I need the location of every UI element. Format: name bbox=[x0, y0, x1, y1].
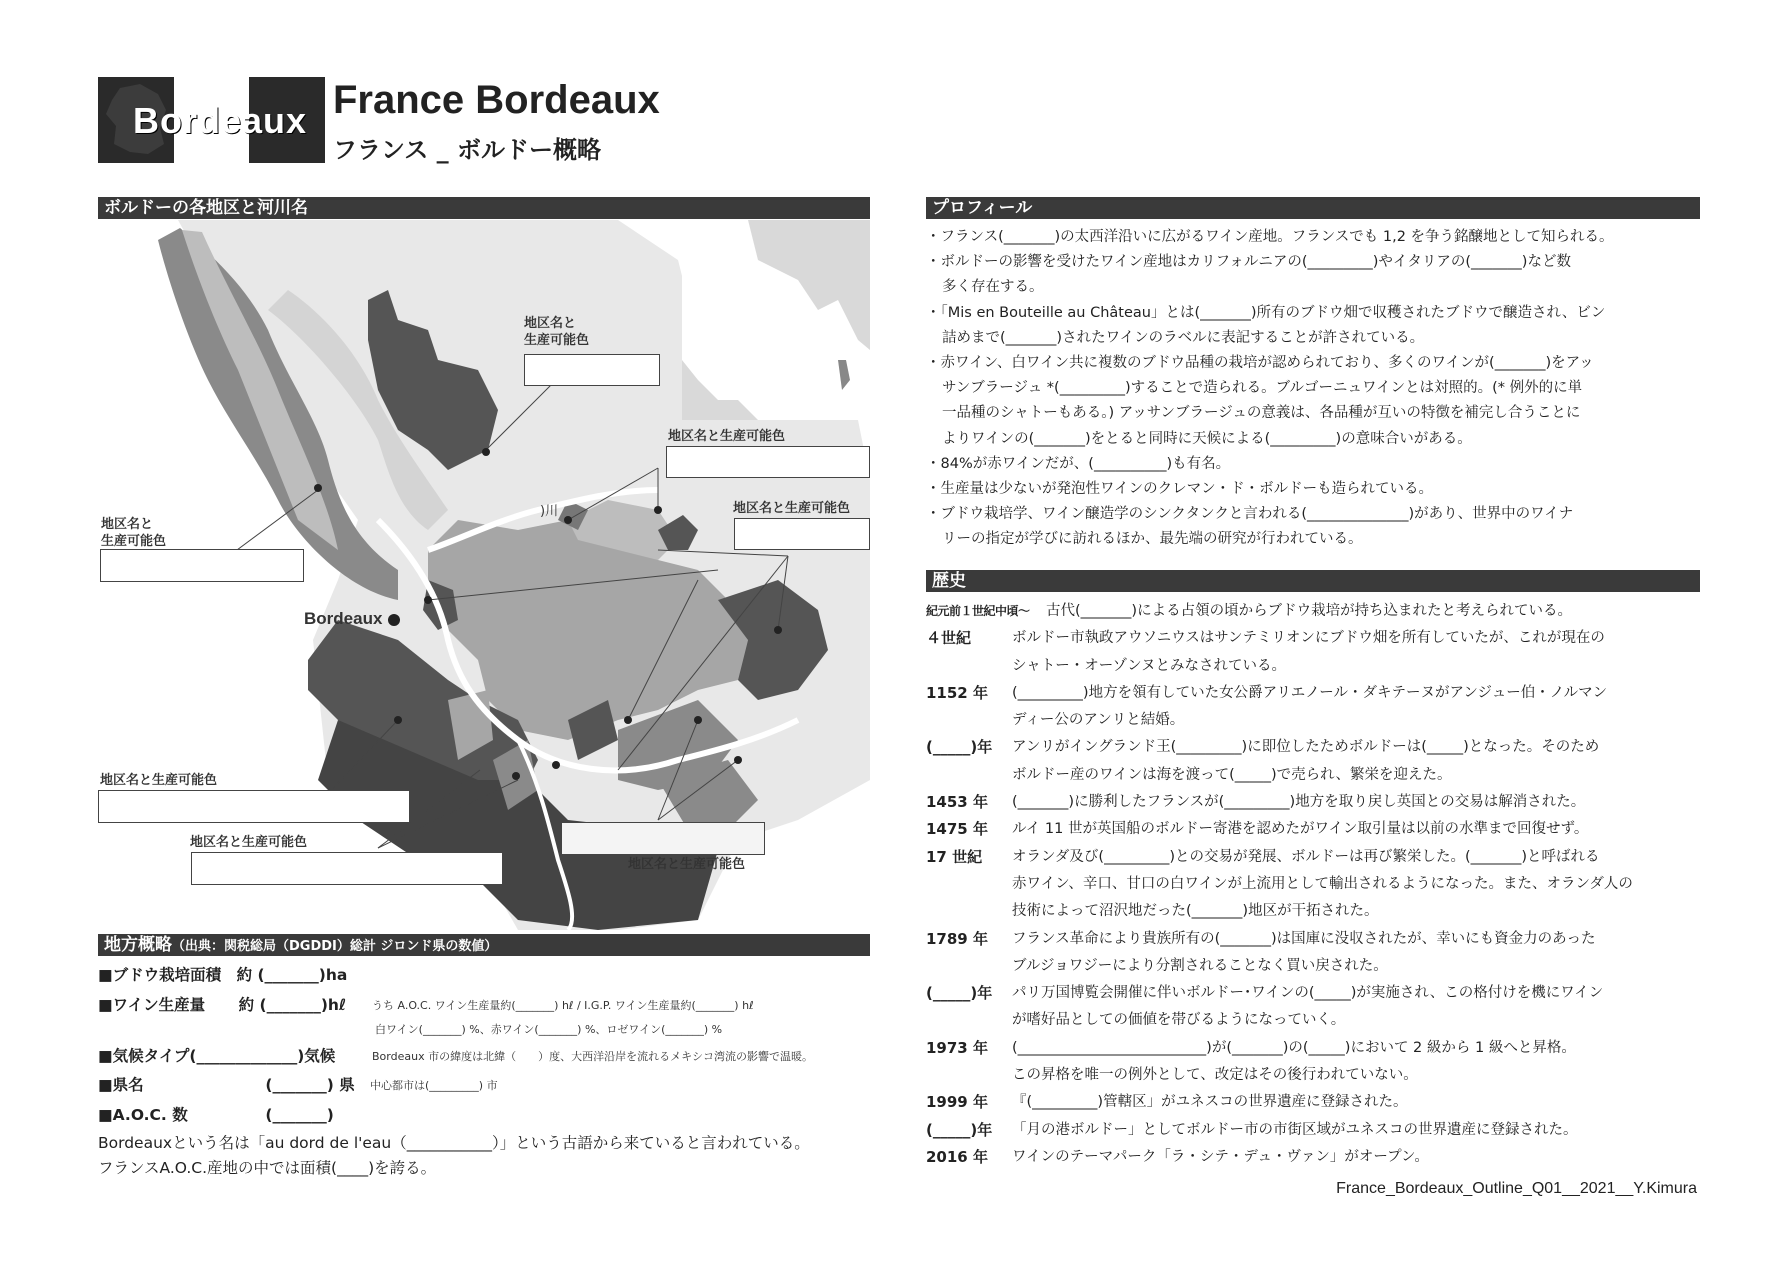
map-label-a: 地区名と 生産可能色 bbox=[524, 316, 590, 348]
history-row bbox=[926, 1007, 1633, 1034]
history-text: アンリがイングランド王(_________)に即位したためボルドーは(_____)となった。そのため bbox=[1012, 739, 1600, 756]
profile-line: リーの指定が学びに訪れるほか、最先端の研究が行われている。 bbox=[942, 531, 1363, 548]
history-year: (_____)年 bbox=[926, 738, 993, 757]
profile-line: よりワインの(_______)をとると同時に天候による(_________)の意味合いがある。 bbox=[942, 430, 1472, 447]
map-input-box-c[interactable] bbox=[734, 518, 870, 550]
overview-climate-note: Bordeaux 市の緯度は北緯（ ）度、大西洋沿岸を流れるメキシコ湾流の影響で温暖。 bbox=[372, 1050, 813, 1063]
map-label-b: 地区名と生産可能色 bbox=[668, 429, 786, 444]
history-row bbox=[926, 898, 1633, 925]
profile-line: ・ブドウ栽培学、ワイン醸造学のシンクタンクと言われる(______________)があり、世界中のワイナ bbox=[926, 506, 1574, 523]
history-year bbox=[926, 871, 1012, 898]
map-section-heading: ボルドーの各地区と河川名 bbox=[98, 197, 870, 219]
history-year: (_____)年 bbox=[926, 1120, 993, 1139]
map-input-box-a[interactable] bbox=[524, 354, 660, 386]
overview-area bbox=[98, 963, 347, 985]
history-text: フランス革命により貴族所有の(_______)は国庫に没収されたが、幸いにも資金力のあった bbox=[1012, 930, 1596, 947]
history-year: 17 世紀 bbox=[926, 847, 983, 866]
overview-aoc-value: (_______) bbox=[265, 1106, 334, 1124]
history-row bbox=[926, 680, 1633, 707]
history-text: 古代(_______)による占領の頃からブドウ栽培が持ち込まれたと考えられている。 bbox=[1046, 603, 1573, 619]
history-text: 赤ワイン、辛口、甘口の白ワインが上流用として輸出されるようになった。また、オランダ人の bbox=[1012, 875, 1633, 892]
history-row bbox=[926, 1117, 1633, 1144]
profile-line: ・赤ワイン、白ワイン共に複数のブドウ品種の栽培が認められており、多くのワインが(_______)をアッ bbox=[926, 355, 1594, 372]
overview-area-label: ■ブドウ栽培面積 bbox=[98, 966, 222, 984]
history-year bbox=[926, 1062, 1012, 1089]
history-text: 技術によって沼沢地だった(_______)地区が干拓された。 bbox=[1012, 903, 1379, 920]
history-year: 1789 年 bbox=[926, 929, 988, 948]
history-text: (_________)地方を領有していた女公爵アリエノール・ダキテーヌがアンジュー伯・ノルマン bbox=[1012, 684, 1608, 701]
map-input-box-b[interactable] bbox=[666, 446, 870, 478]
overview-name-line: Bordeauxという名は「au dord de l'eau（___________）」という古語から来ていると言われている。 bbox=[98, 1134, 810, 1152]
history-year: 紀元前１世紀中頃〜 bbox=[926, 604, 1030, 618]
map-input-box-e[interactable] bbox=[98, 790, 410, 823]
history-text: ルイ 11 世が英国船のボルドー寄港を認めたがワイン取引量は以前の水準まで回復せず。 bbox=[1012, 821, 1589, 838]
history-year bbox=[926, 953, 1012, 980]
profile-line: 多く存在する。 bbox=[942, 279, 1044, 296]
history-row bbox=[926, 980, 1633, 1007]
overview-dept-note: 中心都市は(_________) 市 bbox=[370, 1079, 498, 1092]
history-heading: 歴史 bbox=[926, 570, 1700, 592]
history-row bbox=[926, 653, 1633, 680]
profile-line: ・84%が赤ワインだが、(__________)も有名。 bbox=[926, 455, 1231, 472]
map-label-f: 地区名と生産可能色 bbox=[190, 835, 308, 850]
history-row bbox=[926, 598, 1633, 625]
overview-aoc-label: ■A.O.C. 数 bbox=[98, 1106, 188, 1124]
map-input-box-f[interactable] bbox=[191, 852, 503, 885]
overview-production bbox=[98, 993, 346, 1015]
map-input-box-d[interactable] bbox=[100, 549, 304, 582]
history-row bbox=[926, 1144, 1633, 1171]
logo-text: Bordeaux bbox=[133, 100, 308, 141]
map-input-box-g[interactable] bbox=[561, 822, 765, 855]
history-row bbox=[926, 953, 1633, 980]
profile-line: 詰めまで(_______)されたワインのラベルに表記することが許されている。 bbox=[942, 329, 1425, 346]
history-row bbox=[926, 789, 1633, 816]
history-text: オランダ及び(_________)との交易が発展、ボルドーは再び繁栄した。(_______)と呼ばれる bbox=[1012, 848, 1600, 865]
history-year: 2016 年 bbox=[926, 1147, 988, 1166]
history-text: 『(_________)管轄区」がユネスコの世界遺産に登録された。 bbox=[1012, 1094, 1408, 1111]
history-year: 1152 年 bbox=[926, 683, 988, 702]
history-text: ブルジョワジーにより分割されることなく買い戻された。 bbox=[1012, 957, 1388, 974]
history-text: ボルドー産のワインは海を渡って(_____)で売られ、繁栄を迎えた。 bbox=[1012, 766, 1452, 783]
history-year bbox=[926, 898, 1012, 925]
page-subtitle: フランス _ ボルドー概略 bbox=[333, 136, 601, 164]
history-year bbox=[926, 707, 1012, 734]
profile-line: ・「Mis en Bouteille au Château」とは(_______)所有のブドウ畑で収穫されたブドウで醸造され、ビン bbox=[926, 304, 1606, 321]
map-label-e: 地区名と生産可能色 bbox=[100, 773, 218, 788]
history-text: この昇格を唯一の例外として、改定はその後行われていない。 bbox=[1012, 1067, 1418, 1084]
history-text: ボルドー市執政アウソニウスはサンテミリオンにブドウ畑を所有していたが、これが現在の bbox=[1012, 630, 1605, 647]
overview-area-line: フランスA.O.C.産地の中では面積(____)を誇る。 bbox=[98, 1159, 437, 1177]
overview-heading-note: （出典：関税総局（DGDDI）総計 ジロンド県の数値） bbox=[172, 939, 498, 954]
history-row bbox=[926, 926, 1633, 953]
history-year: 1973 年 bbox=[926, 1038, 988, 1057]
history-row bbox=[926, 1089, 1633, 1116]
history-row bbox=[926, 871, 1633, 898]
overview-area-value: 約 (_______)ha bbox=[236, 966, 348, 984]
history-row bbox=[926, 625, 1633, 652]
history-year bbox=[926, 762, 1012, 789]
overview-dept-value: (_______) 県 bbox=[265, 1076, 355, 1094]
river-label-1: )川 bbox=[540, 504, 559, 519]
history-text: ワインのテーマパーク「ラ・シテ・デュ・ヴァン」がオープン。 bbox=[1012, 1148, 1429, 1165]
history-row bbox=[926, 1035, 1633, 1062]
overview-dept-label: ■県名 bbox=[98, 1076, 144, 1094]
history-row bbox=[926, 707, 1633, 734]
history-text: (__________________________)が(_______)の(_____)において 2 級から 1 級へと昇格。 bbox=[1012, 1039, 1576, 1056]
history-row bbox=[926, 844, 1633, 871]
overview-heading bbox=[98, 934, 870, 956]
history-year: (_____)年 bbox=[926, 984, 993, 1003]
history-text: パリ万国博覧会開催に伴いボルドー･ワインの(_____)が実施され、この格付けを機にワイン bbox=[1012, 985, 1604, 1002]
map-label-c: 地区名と生産可能色 bbox=[733, 501, 851, 516]
history-year: ４世紀 bbox=[926, 629, 972, 648]
page-title: France Bordeaux bbox=[333, 78, 660, 122]
profile-line: ・フランス(_______)の太西洋沿いに広がるワイン産地。フランスでも 1,2 を争う銘醸地として知られる。 bbox=[926, 229, 1614, 245]
history-list bbox=[926, 598, 1633, 1171]
profile-text bbox=[926, 225, 1614, 553]
overview-climate: ■気候タイプ(_____________)気候 bbox=[98, 1047, 336, 1065]
history-row bbox=[926, 816, 1633, 843]
history-year: 1453 年 bbox=[926, 793, 988, 812]
history-row bbox=[926, 734, 1633, 761]
overview-heading-title: 地方概略 bbox=[104, 935, 172, 955]
profile-line: ・生産量は少ないが発泡性ワインのクレマン・ド・ボルドーも造られている。 bbox=[926, 481, 1434, 498]
history-year bbox=[926, 1007, 1012, 1034]
footer-credit: France_Bordeaux_Outline_Q01__2021__Y.Kimura bbox=[1336, 1180, 1697, 1197]
history-text: (_______)に勝利したフランスが(_________)地方を取り戻し英国との交易は解消された。 bbox=[1012, 794, 1586, 811]
history-year: 1475 年 bbox=[926, 820, 988, 839]
overview-aoc bbox=[98, 1103, 334, 1125]
map-label-g: 地区名と生産可能色 bbox=[628, 857, 746, 872]
history-text: ディー公のアンリと結婚。 bbox=[1012, 712, 1185, 729]
profile-line: 一品種のシャトーもある。) アッサンブラージュの意義は、各品種が互いの特徴を補完し合うことに bbox=[942, 405, 1581, 422]
profile-heading: プロフィール bbox=[926, 197, 1700, 219]
map-label-d: 地区名と 生産可能色 bbox=[101, 517, 167, 549]
overview-prod-label: ■ワイン生産量 bbox=[98, 996, 206, 1014]
overview-prod-note-1: うち A.O.C. ワイン生産量約(_______) hℓ / I.G.P. ワイン生産量約(_______) hℓ bbox=[372, 999, 754, 1012]
profile-line: サンブラージュ *(_________)することで造られる。ブルゴーニュワインとは対照的。(* 例外的に単 bbox=[942, 380, 1583, 397]
history-year bbox=[926, 653, 1012, 680]
overview-prod-value: 約 (_______)hℓ bbox=[238, 996, 347, 1014]
history-text: が嗜好品としての価値を帯びるようになっていく。 bbox=[1012, 1012, 1346, 1029]
city-label-bordeaux: Bordeaux bbox=[304, 609, 383, 628]
history-text: 「月の港ボルドー」としてボルドー市の市街区域がユネスコの世界遺産に登録された。 bbox=[1012, 1121, 1578, 1138]
overview-dept bbox=[98, 1073, 355, 1095]
history-year: 1999 年 bbox=[926, 1093, 988, 1112]
profile-line: ・ボルドーの影響を受けたワイン産地はカリフォルニアの(_________)やイタリアの(_______)など数 bbox=[926, 254, 1571, 271]
history-row bbox=[926, 1062, 1633, 1089]
history-text: シャトー・オーゾンヌとみなされている。 bbox=[1012, 657, 1287, 674]
history-row bbox=[926, 762, 1633, 789]
overview-prod-note-2: 白ワイン(_______) %、赤ワイン(_______) %、ロゼワイン(_______) % bbox=[375, 1023, 723, 1036]
